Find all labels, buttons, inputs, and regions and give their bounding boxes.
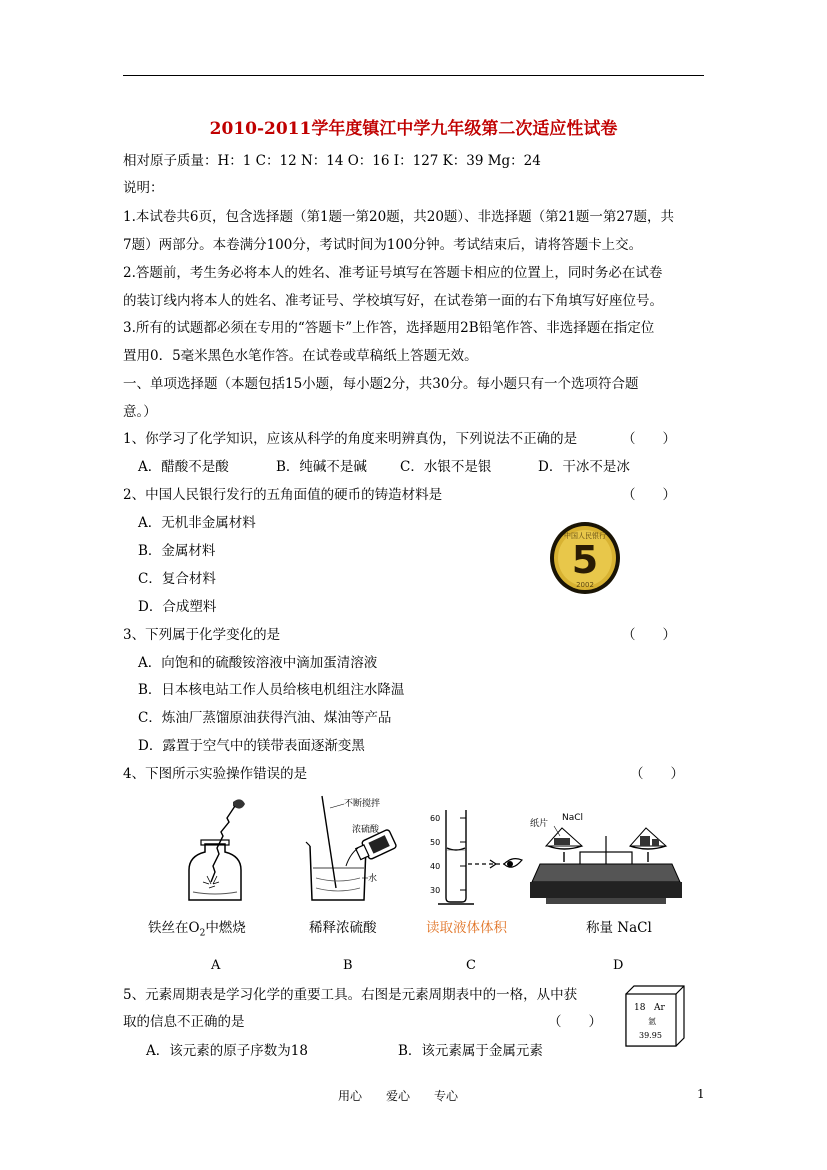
figure-a-caption-sub: 2 bbox=[199, 928, 206, 939]
note-3-line-2: 置用0．5毫米黑色水笔作答。在试卷或草稿纸上答题无效。 bbox=[123, 348, 478, 364]
coin-image bbox=[548, 520, 622, 596]
q5-option-b: B．该元素属于金属元素 bbox=[398, 1043, 543, 1059]
q3-option-b: B．日本核电站工作人员给核电机组注水降温 bbox=[138, 682, 405, 698]
coin-year: 2002 bbox=[576, 581, 594, 589]
q3-answer-paren: （ ） bbox=[622, 627, 676, 643]
section-1-line-1: 一、单项选择题（本题包括15小题，每小题2分，共30分。每小题只有一个选项符合题 bbox=[123, 376, 639, 392]
figure-b-caption: 稀释浓硫酸 bbox=[309, 920, 377, 936]
cell-atomic-mass: 39.95 bbox=[639, 1031, 662, 1040]
q3-stem: 3、下列属于化学变化的是 bbox=[123, 627, 281, 643]
q2-answer-paren: （ ） bbox=[622, 487, 676, 503]
notes-heading: 说明： bbox=[123, 180, 164, 196]
page-number: 1 bbox=[697, 1087, 705, 1101]
q1-option-a: A．醋酸不是酸 bbox=[138, 459, 229, 475]
q5-stem-line-2: 取的信息不正确的是 bbox=[123, 1014, 245, 1030]
figure-b-dilute-acid bbox=[302, 792, 398, 904]
figure-c-tick-50: 50 bbox=[430, 838, 441, 847]
q3-option-d: D．露置于空气中的镁带表面逐渐变黑 bbox=[138, 738, 365, 754]
q3-option-a: A．向饱和的硫酸铵溶液中滴加蛋清溶液 bbox=[138, 655, 378, 671]
q2-option-c: C．复合材料 bbox=[138, 571, 216, 587]
coin-rim-text: 中国人民银行 bbox=[564, 532, 606, 540]
header-rule bbox=[123, 75, 704, 76]
figure-a-iron-burning bbox=[183, 792, 253, 904]
figure-a-letter: A bbox=[211, 958, 221, 973]
figure-b-label-water: 水 bbox=[368, 874, 378, 884]
coin-value: 5 bbox=[571, 538, 599, 582]
page-title: 2010-2011学年度镇江中学九年级第二次适应性试卷 bbox=[209, 119, 618, 139]
q2-option-d: D．合成塑料 bbox=[138, 599, 217, 615]
q1-option-d: D．干冰不是冰 bbox=[538, 459, 630, 475]
periodic-table-cell bbox=[622, 984, 688, 1050]
figure-b-label-acid: 浓硫酸 bbox=[352, 825, 380, 835]
note-1-line-2: 7题）两部分。本卷满分100分，考试时间为100分钟。考试结束后，请将答题卡上交。 bbox=[123, 237, 643, 253]
figure-d-weigh-nacl bbox=[526, 806, 686, 908]
figure-d-letter: D bbox=[613, 958, 624, 973]
q1-option-c: C．水银不是银 bbox=[400, 459, 492, 475]
section-1-line-2: 意。） bbox=[123, 404, 157, 420]
cell-atomic-number: 18 bbox=[634, 1003, 646, 1013]
q4-answer-paren: （ ） bbox=[630, 766, 684, 782]
q1-answer-paren: （ ） bbox=[622, 431, 676, 447]
figure-c-caption: 读取液体体积 bbox=[426, 920, 507, 936]
q1-option-b: B．纯碱不是碱 bbox=[276, 459, 367, 475]
figure-c-tick-40: 40 bbox=[430, 862, 441, 871]
q2-option-a: A．无机非金属材料 bbox=[138, 515, 256, 531]
footer-motto: 用心 爱心 专心 bbox=[338, 1089, 459, 1103]
figure-c-letter: C bbox=[466, 958, 476, 973]
q3-option-c: C．炼油厂蒸馏原油获得汽油、煤油等产品 bbox=[138, 710, 392, 726]
figure-b-label-stir: 不断搅拌 bbox=[344, 799, 381, 809]
note-2-line-1: 2.答题前，考生务必将本人的姓名、准考证号填写在答题卡相应的位置上，同时务必在试卷 bbox=[123, 265, 663, 281]
q2-option-b: B．金属材料 bbox=[138, 543, 216, 559]
figure-b-letter: B bbox=[343, 958, 353, 973]
figure-c-tick-60: 60 bbox=[430, 814, 441, 823]
q5-answer-paren: （ ） bbox=[548, 1014, 602, 1030]
figure-c-read-volume bbox=[426, 808, 526, 906]
figure-a-caption-post: 中燃烧 bbox=[205, 920, 246, 936]
figure-d-label-salt: NaCl bbox=[562, 813, 584, 823]
note-2-line-2: 的装订线内将本人的姓名、准考证号、学校填写好，在试卷第一面的右下角填写好座位号。 bbox=[123, 293, 663, 309]
cell-element-name: 氩 bbox=[648, 1017, 656, 1026]
q2-stem: 2、中国人民银行发行的五角面值的硬币的铸造材料是 bbox=[123, 487, 443, 503]
q4-stem: 4、下图所示实验操作错误的是 bbox=[123, 766, 308, 782]
figure-c-tick-30: 30 bbox=[430, 886, 441, 895]
atomic-mass-line: 相对原子质量：H：1 C：12 N：14 O：16 I：127 K：39 Mg：24 bbox=[123, 153, 541, 169]
q1-stem: 1、你学习了化学知识，应该从科学的角度来明辨真伪，下列说法不正确的是 bbox=[123, 431, 578, 447]
figure-d-label-paper: 纸片 bbox=[530, 819, 549, 829]
q5-stem-line-1: 5、元素周期表是学习化学的重要工具。右图是元素周期表中的一格，从中获 bbox=[123, 987, 578, 1003]
figure-a-caption bbox=[148, 916, 246, 939]
figure-d-caption: 称量 NaCl bbox=[586, 920, 652, 936]
figure-a-caption-pre: 铁丝在 bbox=[148, 920, 189, 936]
figure-a-caption-formula: O bbox=[188, 920, 200, 936]
q5-option-a: A．该元素的原子序数为18 bbox=[146, 1043, 308, 1059]
note-1-line-1: 1.本试卷共6页，包含选择题（第1题一第20题，共20题）、非选择题（第21题一第27题，共 bbox=[123, 209, 675, 225]
note-3-line-1: 3.所有的试题都必须在专用的“答题卡”上作答，选择题用2B铅笔作答、非选择题在指定位 bbox=[123, 320, 655, 336]
cell-symbol: Ar bbox=[654, 1003, 665, 1013]
